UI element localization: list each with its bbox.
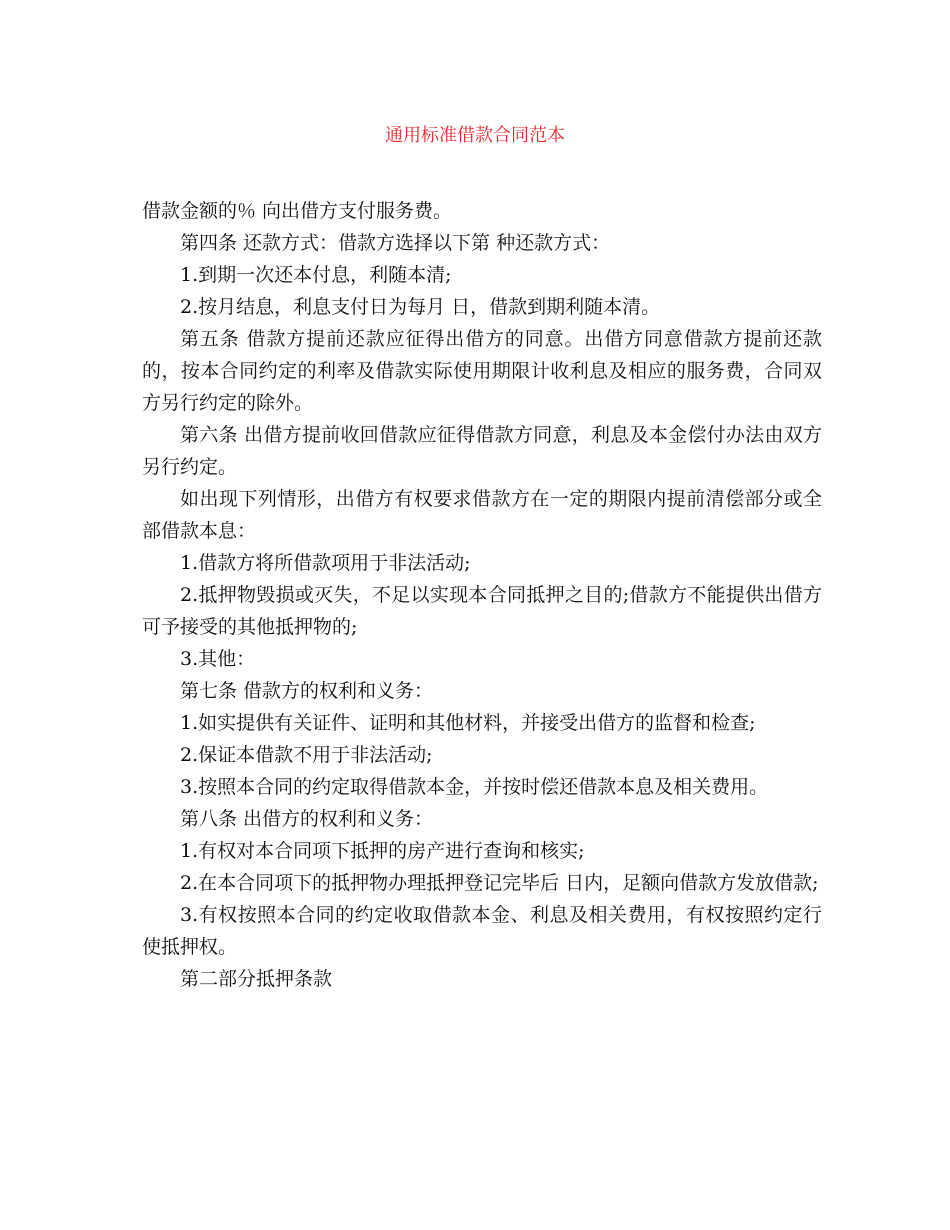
- paragraph-article-4-item-1: 1.到期一次还本付息，利随本清;: [180, 264, 452, 286]
- document-title: 通用标准借款合同范本: [385, 125, 565, 146]
- paragraph-article-7-item-2: 2.保证本借款不用于非法活动;: [180, 744, 433, 766]
- paragraph-part-two-heading: 第二部分抵押条款: [180, 968, 333, 990]
- document-body: [142, 195, 822, 995]
- paragraph-article-4-item-2: 2.按月结息，利息支付日为每月 日，借款到期利随本清。: [180, 296, 661, 318]
- paragraph-article-8-item-2: 2.在本合同项下的抵押物办理抵押登记完毕后 日内，足额向借款方发放借款;: [180, 872, 819, 894]
- paragraph-article-8-item-1: 1.有权对本合同项下抵押的房产进行查询和核实;: [180, 840, 585, 862]
- paragraph-condition-1: 1.借款方将所借款项用于非法活动;: [180, 552, 471, 574]
- paragraph-article-4: 第四条 还款方式：借款方选择以下第 种还款方式：: [180, 232, 611, 254]
- paragraph-condition-3: 3.其他：: [180, 648, 256, 670]
- paragraph-article-5: 第五条 借款方提前还款应征得出借方的同意。出借方同意借款方提前还款的，按本合同约定的利率及借款实际使用期限计收利息及相应的服务费，合同双方另行约定的除外。: [142, 328, 822, 414]
- paragraph-early-repayment-conditions: 如出现下列情形，出借方有权要求借款方在一定的期限内提前清偿部分或全部借款本息：: [142, 488, 822, 542]
- paragraph-article-8: 第八条 出借方的权利和义务：: [180, 808, 434, 830]
- paragraph-article-8-item-3: 3.有权按照本合同的约定收取借款本金、利息及相关费用，有权按照约定行使抵押权。: [142, 904, 822, 958]
- paragraph-article-6: 第六条 出借方提前收回借款应征得借款方同意，利息及本金偿付办法由双方另行约定。: [142, 424, 822, 478]
- paragraph-article-7-item-1: 1.如实提供有关证件、证明和其他材料，并接受出借方的监督和检查;: [180, 712, 756, 734]
- paragraph-service-fee: 借款金额的％ 向出借方支付服务费。: [142, 200, 453, 222]
- paragraph-article-7: 第七条 借款方的权利和义务：: [180, 680, 434, 702]
- paragraph-article-7-item-3: 3.按照本合同的约定取得借款本金，并按时偿还借款本息及相关费用。: [180, 776, 769, 798]
- paragraph-condition-2: 2.抵押物毁损或灭失，不足以实现本合同抵押之目的;借款方不能提供出借方可予接受的其他抵押物的;: [142, 584, 822, 638]
